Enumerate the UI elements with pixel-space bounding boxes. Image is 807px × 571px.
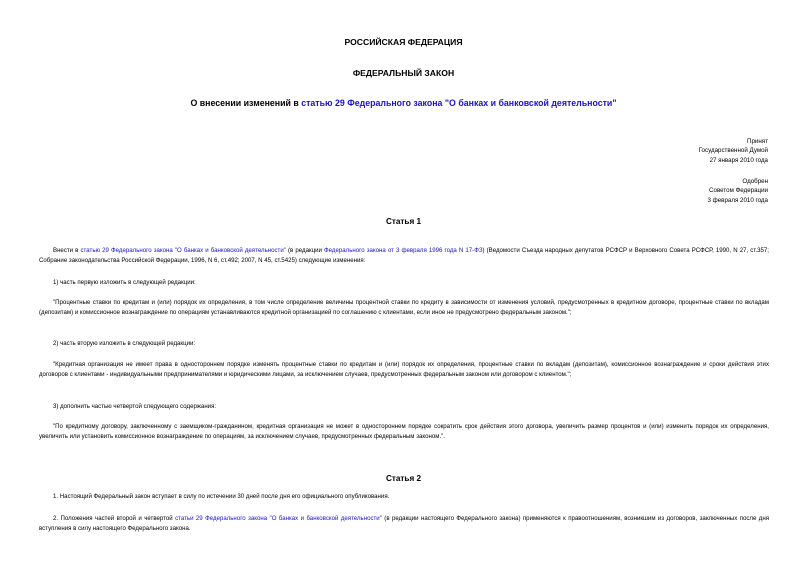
intro-text-3: ) (Ведомости Съезда народных депутатов РСФСР и Верховного Совета РСФСР, 1990, N 27, ст.357; Собрание законодательства Российской Федерации, 1996, N 6, ст.492; 2007, N 45, ст.5425) следующие изменения: [39,247,769,264]
document-country: РОССИЙСКАЯ ФЕДЕРАЦИЯ [344,37,463,47]
intro-link-law[interactable]: статью 29 Федерального закона "О банках и банковской деятельности" [80,247,286,254]
article1-quote2: "Кредитная организация не имеет права в одностороннем порядке изменять процентные ставки по кредитам и (или) порядок их определения, процентные ставки по вкладам (депозитам), комиссионное вознаграждение и сроки действия этих договоров с клиентами - индивидуальными предпринимателями и юридическими лицами, за исключением случаев, предусмотренных федеральным законом или договором с клиентом."; [39,361,769,378]
article2-p1: 1. Настоящий Федеральный закон вступает в силу по истечении 30 дней после дня его официального опубликования. [53,493,390,500]
accepted-line1: Принят [747,138,768,145]
p2-text-2: (в редакции настоящего Федерального закона) применяются к правоотношениям, возникшим из договоров, заключенных после дня вступления в силу настоящего Федерального закона. [39,515,769,532]
intro-link-amendment[interactable]: Федерального закона от 3 февраля 1996 года N 17-ФЗ [324,247,483,254]
article2-p2 [39,514,769,533]
p2-text-1: 2. Положения частей второй и четвертой [53,515,176,522]
approved-line2: Советом Федерации [709,187,768,195]
article2-heading: Статья 2 [385,474,422,483]
article1-intro [39,246,769,265]
title-link[interactable]: статью 29 Федерального закона "О банках и банковской деятельности" [301,98,617,108]
document-title [0,98,807,108]
adoption-accepted [699,137,768,165]
approved-date: 3 февраля 2010 года [707,196,768,204]
accepted-date: 27 января 2010 года [709,156,768,164]
article1-item3: 3) дополнить частью четвертой следующего содержания: [53,403,217,410]
article1-item2: 2) часть вторую изложить в следующей редакции: [53,340,196,347]
article1-heading: Статья 1 [385,217,422,226]
adoption-approved [707,177,768,205]
intro-text-2: (в редакции [285,247,325,254]
document-law-type: ФЕДЕРАЛЬНЫЙ ЗАКОН [352,68,455,78]
p2-link-law[interactable]: статьи 29 Федерального закона "О банках и банковской деятельности" [175,515,382,522]
accepted-line2: Государственной Думой [698,147,768,155]
article1-quote1: "Процентные ставки по кредитам и (или) порядок их определения, в том числе определение величины процентной ставки по кредиту в зависимости от изменения условий, предусмотренных в кредитном договоре, процентные ставки по вкладам (депозитам) и комиссионное вознаграждение по операциям устанавливаются кредитной организацией по соглашению с клиентами, если иное не предусмотрено федеральным законом."; [39,299,769,316]
intro-text-1: Внести в [53,247,81,254]
article1-quote3: "По кредитному договору, заключенному с заемщиком-гражданином, кредитная организация не может в одностороннем порядке сократить срок действия этого договора, увеличить размер процентов и (или) изменить порядок их определения, увеличить или установить комиссионное вознаграждение по операциям, за исключением случаев, предусмотренных федеральным законом.". [39,423,769,440]
approved-line1: Одобрен [742,178,768,185]
article1-item1: 1) часть первую изложить в следующей редакции: [53,279,196,286]
title-prefix: О внесении изменений в [190,98,302,108]
